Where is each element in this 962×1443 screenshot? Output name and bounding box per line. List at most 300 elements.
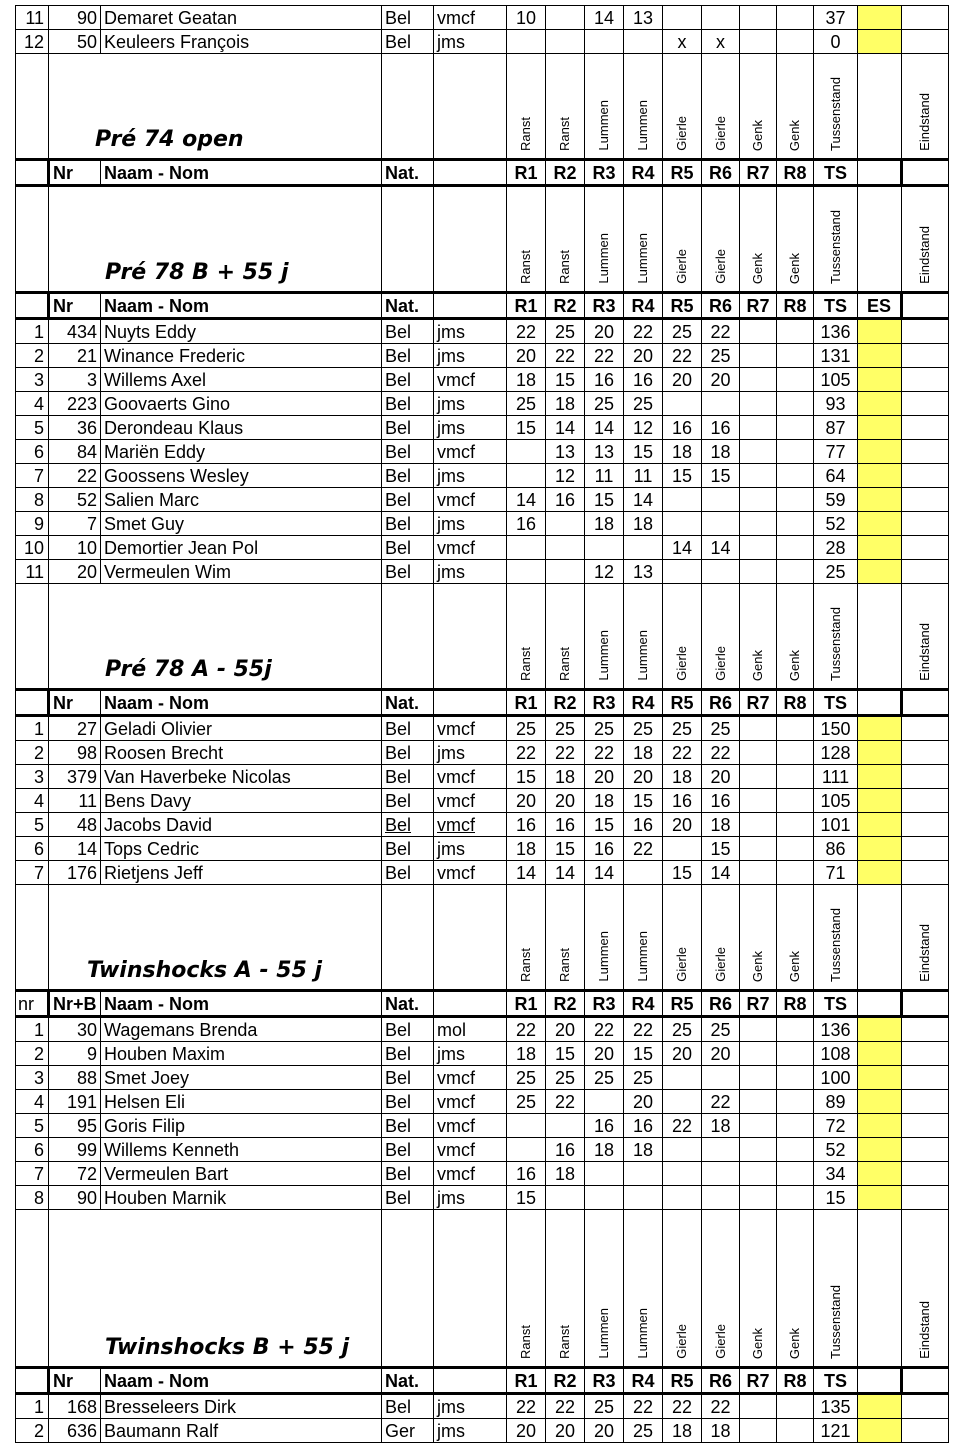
number-header: Nr [49,160,101,186]
table-row [16,1419,949,1443]
round-score-cell: 20 [702,765,740,789]
rank-cell: 9 [16,512,49,536]
rider-number-cell: 98 [49,741,101,765]
round-header: R2 [546,293,585,319]
round-score-cell: 20 [546,1017,585,1042]
section-title: Twinshocks B + 55 j [105,1335,350,1360]
table-row [16,789,949,813]
round-venue-header [702,584,740,690]
venue-label: Gierle [674,249,689,284]
tussenstand-cell: 72 [814,1114,858,1138]
round-score-cell: 20 [624,765,663,789]
nationality-cell [382,813,434,837]
round-score-cell [777,440,814,464]
venue-label: Genk [787,1327,802,1359]
round-score-cell [740,1162,777,1186]
round-score-cell [740,1186,777,1210]
spacer-cell [434,54,507,160]
table-row [16,1090,949,1114]
round-score-cell: 15 [624,789,663,813]
rank-header [16,160,49,186]
round-score-cell: 25 [624,392,663,416]
nationality-cell: Bel [382,765,434,789]
spacer-cell [902,30,949,54]
round-score-cell [740,1017,777,1042]
round-header: R5 [663,1368,702,1394]
club-cell: vmcf [434,1138,507,1162]
tussenstand-cell: 128 [814,741,858,765]
round-score-cell [663,1162,702,1186]
round-score-cell [777,1042,814,1066]
club-cell: jms [434,344,507,368]
round-score-cell: 18 [702,1114,740,1138]
round-score-cell [663,837,702,861]
round-score-cell [663,1186,702,1210]
eindstand-highlight-cell [858,765,902,789]
section-title: Twinshocks A - 55 j [87,958,323,983]
nationality-cell: Bel [382,392,434,416]
tussenstand-cell: 37 [814,6,858,30]
round-score-cell [740,488,777,512]
round-header: R5 [663,690,702,716]
spacer-cell [434,885,507,991]
round-score-cell [546,1186,585,1210]
round-score-cell [546,512,585,536]
venue-label: Ranst [518,1325,533,1359]
eindstand-highlight-cell [858,1138,902,1162]
rider-name-cell: Tops Cedric [101,837,382,861]
column-header-row [16,293,949,319]
round-venue-header [777,584,814,690]
spacer-cell [902,741,949,765]
eindstand-highlight-cell [858,1114,902,1138]
round-venue-header [702,54,740,160]
round-score-cell: 20 [585,319,624,344]
rider-number-cell: 30 [49,1017,101,1042]
tussenstand-cell: 131 [814,344,858,368]
round-score-cell [777,464,814,488]
round-venue-header [507,186,546,293]
round-score-cell: 18 [585,1138,624,1162]
venue-label: Gierle [674,116,689,151]
round-score-cell [507,1114,546,1138]
rank-cell: 7 [16,861,49,885]
round-score-cell [740,716,777,741]
nationality-cell: Bel [382,1186,434,1210]
venue-label: Genk [787,252,802,284]
eindstand-highlight-cell [858,1162,902,1186]
spacer-cell [902,560,949,584]
eindstand-highlight-cell [858,861,902,885]
section-title-row [16,54,949,160]
ts-header: TS [814,293,858,319]
rank-cell: 2 [16,1042,49,1066]
round-score-cell: 18 [702,1419,740,1443]
club-header [434,1368,507,1394]
round-header: R3 [585,1368,624,1394]
round-score-cell: 25 [546,1066,585,1090]
rider-number-cell: 95 [49,1114,101,1138]
spacer-cell [16,584,49,690]
round-score-cell [777,1162,814,1186]
spacer-cell [902,440,949,464]
spacer-cell [902,536,949,560]
round-header: R3 [585,293,624,319]
round-score-cell [702,488,740,512]
section-title-cell [49,584,382,690]
round-score-cell [740,1394,777,1419]
round-score-cell: 20 [702,1042,740,1066]
section-title: Pré 78 B + 55 j [105,260,289,285]
rank-header [16,690,49,716]
table-row [16,6,949,30]
round-score-cell: 14 [546,416,585,440]
round-score-cell: 25 [663,1017,702,1042]
club-cell: jms [434,392,507,416]
rider-number-cell: 11 [49,789,101,813]
table-row [16,1114,949,1138]
eindstand-highlight-cell [858,1042,902,1066]
section-title-row [16,1210,949,1368]
spacer-cell [858,54,902,160]
round-score-cell [663,1066,702,1090]
round-score-cell [507,536,546,560]
round-score-cell [777,488,814,512]
club-cell: vmcf [434,368,507,392]
venue-label: Gierle [712,1324,728,1359]
nationality-cell: Bel [382,30,434,54]
es-header [858,991,902,1017]
rank-cell: 6 [16,440,49,464]
round-score-cell [663,1090,702,1114]
spacer-cell [902,293,949,319]
round-header: R2 [546,160,585,186]
round-score-cell [507,1138,546,1162]
tussenstand-cell: 135 [814,1394,858,1419]
club-cell: jms [434,837,507,861]
venue-label: Ranst [518,250,533,284]
round-venue-header [624,1210,663,1368]
round-score-cell: x [663,30,702,54]
round-score-cell: 22 [546,344,585,368]
club-cell: jms [434,1419,507,1443]
nationality-cell: Bel [382,861,434,885]
club-cell: vmcf [434,716,507,741]
rider-number-cell: 7 [49,512,101,536]
round-venue-header [777,186,814,293]
standings-sheet [15,5,949,1443]
round-score-cell [663,512,702,536]
round-score-cell: 16 [663,416,702,440]
round-venue-header [507,584,546,690]
tussenstand-header [814,584,858,690]
rider-name-cell: Bresseleers Dirk [101,1394,382,1419]
round-score-cell: 18 [663,440,702,464]
club-header [434,160,507,186]
round-score-cell [740,6,777,30]
nationality-cell: Bel [382,1138,434,1162]
round-score-cell: 22 [507,1394,546,1419]
spacer-cell [382,885,434,991]
round-score-cell [740,392,777,416]
tussenstand-cell: 25 [814,560,858,584]
venue-label: Gierle [674,1324,689,1359]
round-header: R2 [546,1368,585,1394]
round-score-cell [507,464,546,488]
round-score-cell: 16 [507,1162,546,1186]
round-score-cell [777,1017,814,1042]
eindstand-highlight-cell [858,464,902,488]
name-header: Naam - Nom [101,991,382,1017]
venue-label: Gierle [712,116,728,151]
round-score-cell: 22 [702,319,740,344]
tussenstand-cell: 105 [814,789,858,813]
round-score-cell: 22 [624,1394,663,1419]
eindstand-header [902,54,949,160]
spacer-cell [902,1042,949,1066]
round-score-cell: 25 [702,1017,740,1042]
nationality-cell: Bel [382,6,434,30]
club-text: vmcf [437,814,475,835]
eindstand-highlight-cell [858,1066,902,1090]
round-score-cell [585,30,624,54]
ts-header: TS [814,1368,858,1394]
round-score-cell [546,536,585,560]
round-score-cell: 18 [702,813,740,837]
round-score-cell: 22 [624,837,663,861]
round-score-cell: 16 [585,837,624,861]
eindstand-label: Eindstand [917,226,932,284]
eindstand-header [902,1210,949,1368]
round-venue-header [546,1210,585,1368]
round-score-cell [702,392,740,416]
rider-number-cell: 52 [49,488,101,512]
spacer-cell [858,1210,902,1368]
round-score-cell: 18 [546,1162,585,1186]
column-header-row [16,160,949,186]
table-row [16,837,949,861]
rank-cell: 10 [16,536,49,560]
club-cell: vmcf [434,440,507,464]
rider-number-cell: 10 [49,536,101,560]
club-cell: vmcf [434,6,507,30]
spacer-cell [902,861,949,885]
table-row [16,1162,949,1186]
tussenstand-label: Tussenstand [827,210,843,284]
round-score-cell [740,1066,777,1090]
nationality-text: Bel [385,814,412,835]
club-cell: jms [434,741,507,765]
club-cell: jms [434,1042,507,1066]
round-score-cell: 18 [507,1042,546,1066]
tussenstand-cell: 15 [814,1186,858,1210]
venue-label: Genk [787,649,802,681]
venue-label: Ranst [557,948,572,982]
round-score-cell [585,1186,624,1210]
round-score-cell [777,813,814,837]
table-row [16,1066,949,1090]
round-score-cell [740,344,777,368]
round-score-cell: 25 [507,1066,546,1090]
table-row [16,536,949,560]
round-score-cell: 15 [702,837,740,861]
round-score-cell: 18 [546,392,585,416]
round-score-cell [585,1090,624,1114]
rider-name-cell: Salien Marc [101,488,382,512]
section-title-cell [49,186,382,293]
spacer-cell [382,186,434,293]
spacer-cell [902,319,949,344]
round-score-cell [740,1114,777,1138]
rider-name-cell: Goossens Wesley [101,464,382,488]
eindstand-label: Eindstand [917,1301,932,1359]
nationality-cell: Bel [382,1066,434,1090]
nationality-cell: Bel [382,716,434,741]
rider-number-cell: 22 [49,464,101,488]
tussenstand-header [814,1210,858,1368]
column-header-row [16,1368,949,1394]
round-score-cell: 16 [507,512,546,536]
round-score-cell [740,1419,777,1443]
spacer-cell [382,584,434,690]
venue-label: Gierle [674,947,689,982]
round-score-cell [507,30,546,54]
spacer-cell [382,54,434,160]
rank-cell: 3 [16,1066,49,1090]
club-cell: vmcf [434,536,507,560]
club-cell: vmcf [434,1090,507,1114]
tussenstand-cell: 0 [814,30,858,54]
spacer-cell [902,837,949,861]
round-score-cell [740,440,777,464]
rider-number-cell: 90 [49,1186,101,1210]
round-score-cell [702,6,740,30]
es-header: ES [858,293,902,319]
club-cell: vmcf [434,861,507,885]
round-score-cell [740,1042,777,1066]
spacer-cell [902,991,949,1017]
round-header: R1 [507,690,546,716]
round-score-cell: 22 [546,1394,585,1419]
rider-name-cell: Bens Davy [101,789,382,813]
rank-cell: 2 [16,741,49,765]
round-score-cell [663,560,702,584]
round-score-cell: 15 [546,837,585,861]
tussenstand-cell: 64 [814,464,858,488]
eindstand-highlight-cell [858,1017,902,1042]
round-score-cell: 18 [663,1419,702,1443]
nationality-header: Nat. [382,293,434,319]
tussenstand-cell: 52 [814,1138,858,1162]
spacer-cell [902,765,949,789]
spacer-cell [902,6,949,30]
round-score-cell: 15 [702,464,740,488]
spacer-cell [16,54,49,160]
nationality-cell: Bel [382,741,434,765]
round-venue-header [546,186,585,293]
venue-label: Genk [750,252,765,284]
venue-label: Ranst [518,647,533,681]
rank-cell: 1 [16,319,49,344]
club-header [434,991,507,1017]
tussenstand-cell: 59 [814,488,858,512]
tussenstand-label: Tussenstand [827,908,843,982]
round-header: R8 [777,690,814,716]
round-score-cell [624,536,663,560]
round-score-cell [740,512,777,536]
spacer-cell [382,1210,434,1368]
round-score-cell: 15 [663,464,702,488]
round-score-cell [740,813,777,837]
round-venue-header [624,885,663,991]
rider-number-cell: 20 [49,560,101,584]
round-venue-header [663,584,702,690]
round-header: R4 [624,293,663,319]
round-score-cell [777,789,814,813]
eindstand-highlight-cell [858,1186,902,1210]
rank-header: nr [16,991,49,1017]
rank-cell: 7 [16,1162,49,1186]
round-score-cell [740,368,777,392]
club-cell: jms [434,319,507,344]
round-score-cell: 25 [546,319,585,344]
eindstand-highlight-cell [858,789,902,813]
round-score-cell: 16 [663,789,702,813]
round-score-cell: 22 [507,1017,546,1042]
eindstand-header [902,885,949,991]
rider-number-cell: 223 [49,392,101,416]
round-score-cell: 14 [585,6,624,30]
spacer-cell [902,1090,949,1114]
round-score-cell [507,440,546,464]
rider-name-cell: Wagemans Brenda [101,1017,382,1042]
rank-cell: 2 [16,344,49,368]
section-title-row [16,885,949,991]
round-score-cell: 12 [585,560,624,584]
rider-name-cell: Demortier Jean Pol [101,536,382,560]
rider-number-cell: 84 [49,440,101,464]
round-score-cell [777,392,814,416]
round-score-cell: 16 [702,416,740,440]
round-score-cell: 16 [624,368,663,392]
venue-label: Lummen [596,100,611,151]
round-score-cell [740,464,777,488]
rank-cell: 5 [16,1114,49,1138]
round-score-cell: 18 [624,741,663,765]
eindstand-highlight-cell [858,813,902,837]
spacer-cell [902,464,949,488]
round-header: R7 [740,293,777,319]
round-score-cell: 13 [624,560,663,584]
rider-name-cell: Roosen Brecht [101,741,382,765]
round-venue-header [740,1210,777,1368]
rank-cell: 11 [16,560,49,584]
round-header: R4 [624,690,663,716]
spacer-cell [16,1210,49,1368]
round-header: R1 [507,293,546,319]
tussenstand-label: Tussenstand [827,77,843,151]
venue-label: Lummen [635,630,650,681]
tussenstand-header [814,885,858,991]
tussenstand-cell: 136 [814,319,858,344]
spacer-cell [902,1017,949,1042]
round-score-cell: 22 [585,1017,624,1042]
spacer-cell [902,368,949,392]
nationality-header: Nat. [382,1368,434,1394]
rank-header [16,1368,49,1394]
table-row [16,716,949,741]
nationality-cell: Bel [382,368,434,392]
